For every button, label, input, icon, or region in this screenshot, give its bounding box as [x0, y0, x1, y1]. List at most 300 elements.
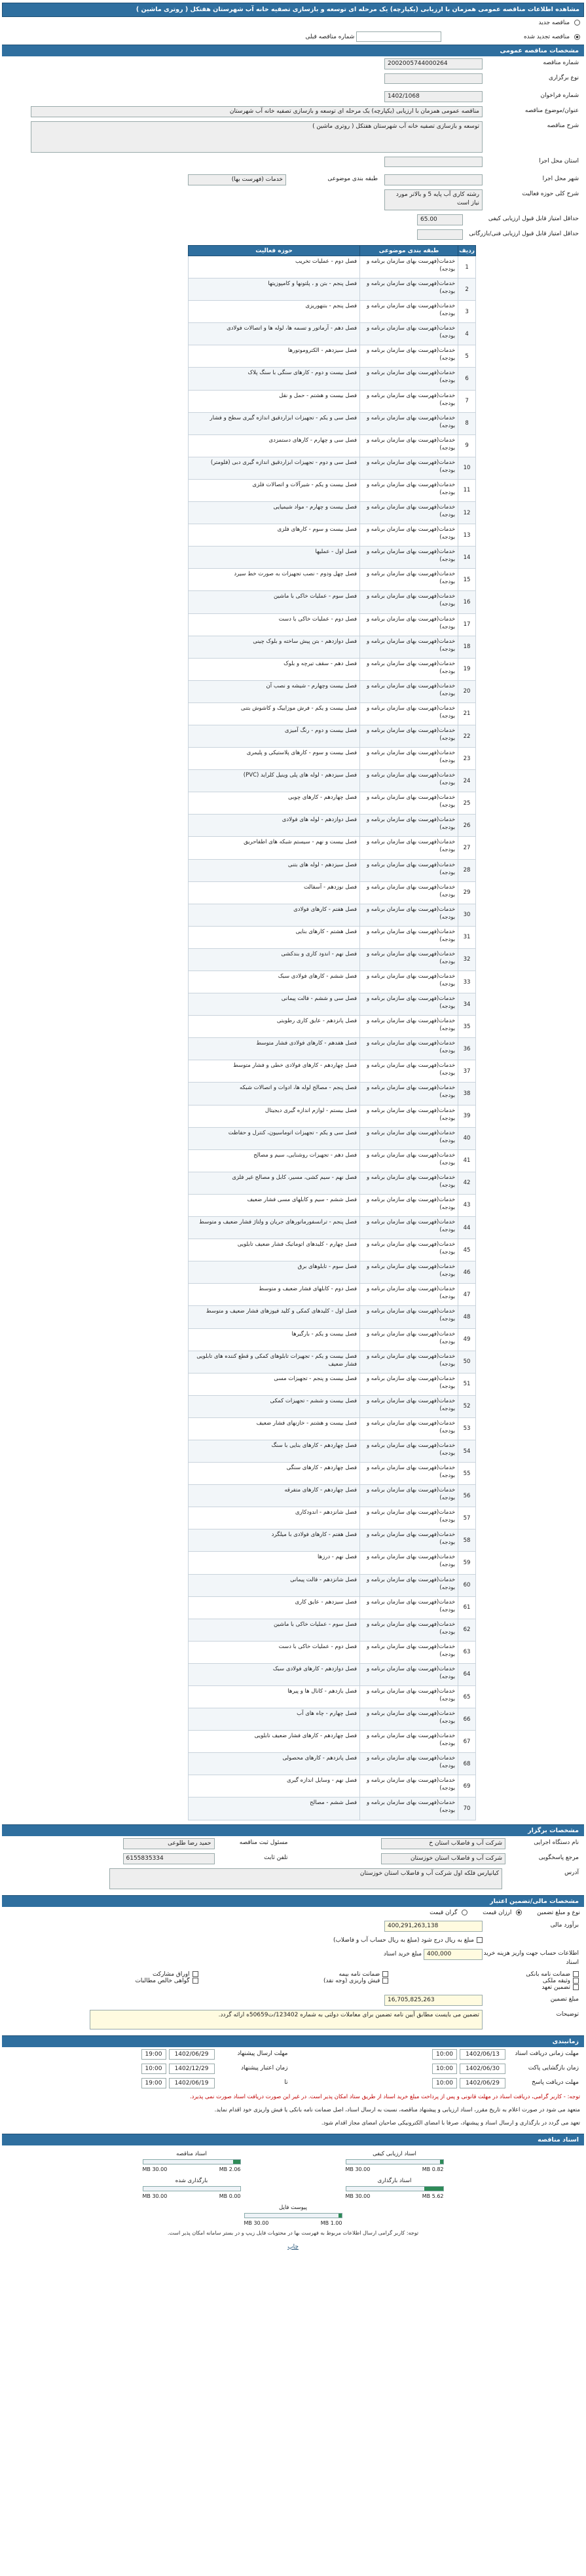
table-row [189, 1686, 476, 1708]
pub-end-date: 1402/06/19 [169, 2078, 215, 2088]
row-class: خدمات(فهرست بهای سازمان برنامه و بودجه) [360, 948, 458, 971]
attachment-progress [143, 2159, 241, 2164]
row-desc: فصل ششم - سیم و کابلهای مسی فشار ضعیف [189, 1194, 360, 1216]
chk-bonds-label: اوراق مشارکت [152, 1970, 190, 1978]
row-num: 14 [458, 547, 476, 569]
table-row [189, 479, 476, 501]
attachment-max: 30.00 MB [244, 2220, 269, 2226]
row-num: 16 [458, 591, 476, 613]
row-class: خدمات(فهرست بهای سازمان برنامه و بودجه) [360, 1797, 458, 1820]
row-desc: فصل سی و چهارم - کارهای دستمزدی [189, 434, 360, 457]
note-3: تعهد می گردد در بارگذاری و ارسال اسناد و پیشنهاد، صرفا با امضای الکترونیکی صاحبان امضای مجاز اقدام شود. [321, 2119, 580, 2126]
price-row [2, 1947, 584, 1969]
table-row [189, 279, 476, 301]
row-desc: فصل چهارم - چاه های آب [189, 1708, 360, 1731]
row-desc: فصل شانزدهم - اندودکاری [189, 1507, 360, 1529]
footnote: توجه: کاربر گرامی ارسال اطلاعات مربوط به فهرست بها در محتویات فایل زیپ و در بستر سامانه امکان پذیر است. [167, 2229, 419, 2236]
row-class: خدمات(فهرست بهای سازمان برنامه و بودجه) [360, 1417, 458, 1440]
chk-claims[interactable] [192, 1978, 198, 1984]
row-class: خدمات(فهرست بهای سازمان برنامه و بودجه) [360, 569, 458, 591]
finance-note-row [2, 1934, 584, 1947]
row-num: 39 [458, 1105, 476, 1127]
attachment-title: اسناد بارگذاری [377, 2177, 412, 2184]
row-desc: فصل سیزدهم - عایق کاری [189, 1596, 360, 1619]
table-row [189, 1395, 476, 1417]
row-class: خدمات(فهرست بهای سازمان برنامه و بودجه) [360, 636, 458, 658]
chk-property-label: وثیقه ملکی [542, 1977, 570, 1984]
subject-field: مناقصه عمومی همزمان با ارزیابی (یکپارچه) یک مرحله ای توسعه و بازسازی تصفیه خانه آب شهرستان [31, 106, 483, 117]
table-row [189, 1239, 476, 1261]
table-row [189, 1797, 476, 1820]
section-general: مشخصات مناقصه عمومی [2, 45, 584, 56]
row-class: خدمات(فهرست بهای سازمان برنامه و بودجه) [360, 1083, 458, 1105]
timing-row-2 [2, 2062, 584, 2076]
province-field [384, 157, 483, 167]
table-row [189, 1351, 476, 1373]
chk-bank[interactable] [573, 1971, 579, 1977]
row-num: 61 [458, 1596, 476, 1619]
desc-field: توسعه و بازسازی تصفیه خانه آب شهرستان هفتکل ( روتری ماشین ) [31, 121, 483, 153]
attachment-size: 2.06 MB [219, 2166, 241, 2172]
row-desc: فصل سیزدهم - لوله های پلی وینیل کلراید (PVC) [189, 770, 360, 792]
attachment-progress [143, 2186, 241, 2191]
radio-new[interactable] [574, 20, 580, 26]
row-class: خدمات(فهرست بهای سازمان برنامه و بودجه) [360, 1038, 458, 1060]
attachment-item[interactable] [143, 2151, 241, 2172]
row-num: 25 [458, 792, 476, 815]
row-class: خدمات(فهرست بهای سازمان برنامه و بودجه) [360, 748, 458, 770]
row-class: خدمات(فهرست بهای سازمان برنامه و بودجه) [360, 412, 458, 434]
row-class: خدمات(فهرست بهای سازمان برنامه و بودجه) [360, 770, 458, 792]
phone-label: تلفن ثابت [264, 1854, 288, 1861]
table-row [189, 1417, 476, 1440]
table-row [189, 1440, 476, 1462]
row-num: 12 [458, 502, 476, 524]
attachment-fill [339, 2214, 341, 2218]
row-num: 32 [458, 948, 476, 971]
row-num: 22 [458, 725, 476, 747]
section-org: مشخصات برگزار [2, 1824, 584, 1836]
table-row [189, 859, 476, 881]
table-row [189, 1060, 476, 1083]
row-desc: فصل دوازدهم - بتن پیش ساخته و بلوک چینی [189, 636, 360, 658]
row-desc: فصل نوزدهم - آسفالت [189, 881, 360, 904]
estimate-label: برآورد مالی [550, 1921, 579, 1929]
row-desc: فصل ششم - کارهای فولادی سبک [189, 971, 360, 993]
table-row [189, 1127, 476, 1149]
row-num: 53 [458, 1417, 476, 1440]
pub-label: مهلت زمانی دریافت اسناد [515, 2050, 579, 2057]
row-class: خدمات(فهرست بهای سازمان برنامه و بودجه) [360, 1261, 458, 1284]
row-desc: فصل دهم - سقف تیرچه و بلوک [189, 658, 360, 680]
ref-row [2, 89, 584, 104]
row-desc: فصل هفتم - کارهای فولادی [189, 904, 360, 926]
ref-org-label: مرجع پاسخگویی [538, 1854, 579, 1861]
activity-row [2, 187, 584, 212]
table-row [189, 1038, 476, 1060]
row-class: خدمات(فهرست بهای سازمان برنامه و بودجه) [360, 1574, 458, 1596]
row-desc: فصل ششم - مصالح [189, 1797, 360, 1820]
table-row [189, 1261, 476, 1284]
row-num: 49 [458, 1328, 476, 1351]
activity-table-body [189, 256, 476, 1820]
row-desc: فصل دهم - آرماتور و تسمه ها، لوله ها و اتصالات فولادی [189, 323, 360, 345]
chk-bonds[interactable] [192, 1971, 198, 1977]
desc-row [2, 119, 584, 155]
row-class: خدمات(فهرست بهای سازمان برنامه و بودجه) [360, 1328, 458, 1351]
table-row [189, 748, 476, 770]
row-num: 70 [458, 1797, 476, 1820]
attachment-title: بارگذاری شده [175, 2177, 208, 2184]
table-row [189, 1149, 476, 1172]
row-class: خدمات(فهرست بهای سازمان برنامه و بودجه) [360, 859, 458, 881]
row-num: 54 [458, 1440, 476, 1462]
row-class: خدمات(فهرست بهای سازمان برنامه و بودجه) [360, 1217, 458, 1239]
table-row [189, 1619, 476, 1641]
ref-org-field: شرکت آب و فاضلاب استان خوزستان [381, 1853, 505, 1864]
attachment-fill [233, 2160, 240, 2164]
row-desc: فصل چهاردهم - کارهای فولادی خطی و فشار متوسط [189, 1060, 360, 1083]
row-desc: فصل چهارم - کلیدهای اتوماتیک فشار ضعیف تابلویی [189, 1239, 360, 1261]
attachments [2, 2151, 584, 2226]
prev-tender-label: شماره مناقصه قبلی [305, 33, 355, 41]
row-num: 33 [458, 971, 476, 993]
row-desc: فصل بیست و یکم - شیرآلات و اتصالات فلزی [189, 479, 360, 501]
valid-date: 1402/12/29 [169, 2064, 215, 2074]
table-row [189, 770, 476, 792]
row-desc: فصل بیست و سوم - کارهای پلاستیکی و پلیمری [189, 748, 360, 770]
row-class: خدمات(فهرست بهای سازمان برنامه و بودجه) [360, 1105, 458, 1127]
city-label: شهر محل اجرا [542, 176, 579, 182]
table-row [189, 725, 476, 747]
contact-field: حمید رضا طلوعی [123, 1838, 215, 1849]
row-class: خدمات(فهرست بهای سازمان برنامه و بودجه) [360, 524, 458, 547]
table-row [189, 904, 476, 926]
chk-claims-label: گواهی خالص مطالبات [135, 1977, 190, 1984]
row-desc: فصل اول - عملیها [189, 547, 360, 569]
row-class: خدمات(فهرست بهای سازمان برنامه و بودجه) [360, 815, 458, 837]
row-class: خدمات(فهرست بهای سازمان برنامه و بودجه) [360, 1641, 458, 1663]
attachment-fill [424, 2187, 443, 2191]
row-num: 31 [458, 926, 476, 948]
sub-time: 19:00 [141, 2049, 166, 2060]
table-row [189, 926, 476, 948]
price-field: 400,000 [424, 1949, 483, 1960]
min-quality-label: حداقل امتیاز قابل قبول ارزیابی کیفی [488, 216, 579, 222]
table-row [189, 815, 476, 837]
row-class: خدمات(فهرست بهای سازمان برنامه و بودجه) [360, 547, 458, 569]
pub-end-label: مهلت ارسال پیشنهاد [237, 2050, 288, 2057]
guarantee-desc-label: توضیحات [556, 2010, 579, 2018]
row-class: خدمات(فهرست بهای سازمان برنامه و بودجه) [360, 702, 458, 725]
row-desc: فصل چهاردهم - کارهای بنایی با سنگ [189, 1440, 360, 1462]
table-row [189, 569, 476, 591]
table-row [189, 1641, 476, 1663]
table-row [189, 636, 476, 658]
row-desc: فصل نهم - درزها [189, 1552, 360, 1574]
guarantee-option-2[interactable] [462, 1910, 467, 1915]
table-row [189, 1373, 476, 1395]
chk-insurance[interactable] [382, 1971, 388, 1977]
org-row-1 [2, 1836, 584, 1851]
row-class: خدمات(فهرست بهای سازمان برنامه و بودجه) [360, 1507, 458, 1529]
row-num: 64 [458, 1663, 476, 1685]
attachment-size: 1.00 MB [320, 2220, 342, 2226]
row-num: 66 [458, 1708, 476, 1731]
attachment-item[interactable] [346, 2178, 444, 2199]
row-class: خدمات(فهرست بهای سازمان برنامه و بودجه) [360, 1194, 458, 1216]
row-class: خدمات(فهرست بهای سازمان برنامه و بودجه) [360, 479, 458, 501]
row-desc: فصل بیست وچهارم - شیشه و نصب آن [189, 680, 360, 702]
attachment-progress [244, 2213, 342, 2218]
row-desc: فصل بیست و یکم - فرش موزاییک و کاشوش بتنی [189, 702, 360, 725]
row-class: خدمات(فهرست بهای سازمان برنامه و بودجه) [360, 1619, 458, 1641]
attachment-item[interactable] [143, 2178, 241, 2199]
table-row [189, 301, 476, 323]
valid-time: 10:00 [141, 2064, 166, 2074]
finance-note: مبلغ به ریال درج شود (مبلغ به ریال حساب آب و فاضلاب) [333, 1936, 474, 1944]
row-num: 57 [458, 1507, 476, 1529]
table-row [189, 345, 476, 368]
table-row [189, 1552, 476, 1574]
row-desc: فصل بیست و دوم - کارهای سنگی با سنگ پلاک [189, 368, 360, 390]
row-num: 44 [458, 1217, 476, 1239]
row-class: خدمات(فهرست بهای سازمان برنامه و بودجه) [360, 1395, 458, 1417]
table-row [189, 948, 476, 971]
row-class: خدمات(فهرست بهای سازمان برنامه و بودجه) [360, 1663, 458, 1685]
row-num: 17 [458, 613, 476, 636]
contact-label: مسئول ثبت مناقصه [239, 1839, 288, 1846]
row-num: 67 [458, 1731, 476, 1753]
row-class: خدمات(فهرست بهای سازمان برنامه و بودجه) [360, 725, 458, 747]
subject-row [2, 104, 584, 119]
row-num: 59 [458, 1552, 476, 1574]
address-field: کیانپارس فلکه اول شرکت آب و فاضلاب استان خوزستان [109, 1868, 502, 1889]
table-row [189, 702, 476, 725]
row-class: خدمات(فهرست بهای سازمان برنامه و بودجه) [360, 1485, 458, 1507]
province-row [2, 155, 584, 172]
table-row [189, 613, 476, 636]
row-desc: فصل پنجم - مصالح لوله ها، ادوات و اتصالات شبکه [189, 1083, 360, 1105]
table-row [189, 1485, 476, 1507]
open-label: زمان بازگشایی پاکت [528, 2064, 579, 2071]
row-num: 10 [458, 457, 476, 479]
row-class: خدمات(فهرست بهای سازمان برنامه و بودجه) [360, 1373, 458, 1395]
row-num: 23 [458, 748, 476, 770]
row-num: 1 [458, 256, 476, 279]
row-class: خدمات(فهرست بهای سازمان برنامه و بودجه) [360, 971, 458, 993]
row-num: 20 [458, 680, 476, 702]
row-desc: فصل نهم - سیم کشی، مسیر، کابل و مصالح غیر فلزی [189, 1172, 360, 1194]
guarantee-types-row [2, 1969, 584, 1993]
row-desc: فصل بیست و یکم - بارگیرها [189, 1328, 360, 1351]
radio-modified-label: مناقصه تجدید شده [523, 33, 570, 41]
chk-cash[interactable] [382, 1978, 388, 1984]
row-num: 62 [458, 1619, 476, 1641]
attachment-title: اسناد ارزیابی کیفی [373, 2150, 416, 2157]
table-row [189, 1731, 476, 1753]
row-class: خدمات(فهرست بهای سازمان برنامه و بودجه) [360, 345, 458, 368]
table-row [189, 457, 476, 479]
guarantee-desc-field: تضمین می بایست مطابق آیین نامه تضمین برای معاملات دولتی به شماره 123402/ت50659ه ارائه گردد. [90, 2010, 483, 2029]
phone-field: 6155835334 [123, 1853, 215, 1864]
table-row [189, 368, 476, 390]
table-row [189, 837, 476, 859]
row-desc: فصل بیست و هشتم - حمل و نقل [189, 390, 360, 412]
row-class: خدمات(فهرست بهای سازمان برنامه و بودجه) [360, 658, 458, 680]
deposit-row [2, 1993, 584, 2008]
row-num: 30 [458, 904, 476, 926]
guarantee-option-1-label: ارزان قیمت [483, 1909, 512, 1916]
row-num: 2 [458, 279, 476, 301]
org-row-2 [2, 1851, 584, 1866]
table-row [189, 1217, 476, 1239]
address-row [2, 1866, 584, 1891]
price-unit-label: مبلغ خرید اسناد [383, 1950, 422, 1957]
table-row [189, 323, 476, 345]
activity-label: شرح کلی حوزه فعالیت [522, 191, 579, 197]
attachment-item[interactable] [346, 2151, 444, 2172]
guarantee-option-1[interactable] [516, 1910, 522, 1915]
chk-insurance-label: ضمانت نامه بیمه [339, 1970, 380, 1978]
radio-new-label: مناقصه جدید [538, 20, 570, 26]
row-desc: فصل دوازدهم - کارهای فولادی سبک [189, 1663, 360, 1685]
row-class: خدمات(فهرست بهای سازمان برنامه و بودجه) [360, 926, 458, 948]
row-num: 29 [458, 881, 476, 904]
row-class: خدمات(فهرست بهای سازمان برنامه و بودجه) [360, 1775, 458, 1797]
row-desc: فصل بیست و چهارم - مواد شیمیایی [189, 502, 360, 524]
exec-field: شرکت آب و فاضلاب استان خ [381, 1838, 505, 1849]
print-link[interactable]: چاپ [287, 2243, 299, 2250]
row-num: 35 [458, 1016, 476, 1038]
row-num: 56 [458, 1485, 476, 1507]
row-class: خدمات(فهرست بهای سازمان برنامه و بودجه) [360, 1552, 458, 1574]
table-row [189, 390, 476, 412]
row-num: 13 [458, 524, 476, 547]
estimate-field: 400,291,263,138 [384, 1921, 483, 1932]
row-desc: فصل چهاردهم - کارهای چوبی [189, 792, 360, 815]
min-quality-field: 65.00 [417, 214, 463, 225]
guarantee-label: نوع و مبلغ تضمین [537, 1909, 580, 1916]
row-desc: فصل نهم - اندود کاری و بندکشی [189, 948, 360, 971]
row-class: خدمات(فهرست بهای سازمان برنامه و بودجه) [360, 1284, 458, 1306]
attachment-title: پیوست فایل [279, 2204, 307, 2211]
pub-time: 10:00 [432, 2049, 457, 2060]
row-num: 11 [458, 479, 476, 501]
activity-table [188, 245, 476, 1820]
row-desc: فصل پانزدهم - کارهای محصولی [189, 1753, 360, 1775]
attachment-max: 30.00 MB [142, 2193, 168, 2199]
table-row [189, 1172, 476, 1194]
row-desc: فصل دهم - تجهیزات روشنایی، سیم و مصالح [189, 1149, 360, 1172]
attachment-max: 30.00 MB [142, 2166, 168, 2172]
chk-commitment[interactable] [573, 1984, 579, 1990]
row-class: خدمات(فهرست بهای سازمان برنامه و بودجه) [360, 1686, 458, 1708]
ref-field: 1402/1068 [384, 91, 483, 102]
row-class: خدمات(فهرست بهای سازمان برنامه و بودجه) [360, 1060, 458, 1083]
chk-bank-label: ضمانت نامه بانکی [526, 1970, 570, 1978]
chk-property[interactable] [573, 1978, 579, 1984]
row-desc: فصل دوم - کابلهای فشار ضعیف و متوسط [189, 1284, 360, 1306]
row-class: خدمات(فهرست بهای سازمان برنامه و بودجه) [360, 434, 458, 457]
attachment-fill [440, 2160, 443, 2164]
row-desc: فصل سوم - عملیات خاکی با ماشین [189, 591, 360, 613]
min-tech-label: حداقل امتیاز قابل قبول ارزیابی فنی/بازرگانی [469, 231, 579, 237]
row-class: خدمات(فهرست بهای سازمان برنامه و بودجه) [360, 1440, 458, 1462]
tender-no-row [2, 56, 584, 71]
table-row [189, 524, 476, 547]
row-num: 48 [458, 1306, 476, 1328]
chk-cash-label: فیش واریزی (وجه نقد) [323, 1977, 380, 1984]
city-field [384, 174, 483, 185]
type-label: نوع برگزاری [549, 75, 579, 81]
radio-modified[interactable] [574, 34, 580, 40]
row-num: 68 [458, 1753, 476, 1775]
row-num: 42 [458, 1172, 476, 1194]
row-num: 26 [458, 815, 476, 837]
table-row [189, 1194, 476, 1216]
section-timing: زمانبندی [2, 2035, 584, 2047]
min-tech-row [2, 227, 584, 245]
row-class: خدمات(فهرست بهای سازمان برنامه و بودجه) [360, 1529, 458, 1552]
row-class: خدمات(فهرست بهای سازمان برنامه و بودجه) [360, 1306, 458, 1328]
row-desc: فصل یازدهم - کانال ها و پیرها [189, 1686, 360, 1708]
row-desc: فصل اول - کلیدهای کمکی و کلید فیوزهای فشار ضعیف و متوسط [189, 1306, 360, 1328]
note-2: متعهد می شود در صورت اعلام به تاریخ مقرر، اسناد ارزیابی و پیشنهاد مناقصه، نسبت به ارسال اسناد، اصل ضمانت نامه بانکی یا فیش واریزی خود اقدام نماید. [214, 2106, 580, 2113]
row-desc: فصل سیزدهم - لوله های بتنی [189, 859, 360, 881]
row-desc: فصل سوم - تابلوهای برق [189, 1261, 360, 1284]
city-class-row [2, 172, 584, 187]
row-desc: فصل چهاردهم - کارهای متفرقه [189, 1485, 360, 1507]
tender-no-field: 2002005744000264 [384, 58, 483, 69]
receive-time: 10:00 [432, 2078, 457, 2088]
table-row [189, 502, 476, 524]
row-class: خدمات(فهرست بهای سازمان برنامه و بودجه) [360, 881, 458, 904]
row-num: 65 [458, 1686, 476, 1708]
row-class: خدمات(فهرست بهای سازمان برنامه و بودجه) [360, 591, 458, 613]
row-num: 27 [458, 837, 476, 859]
estimate-row [2, 1919, 584, 1934]
row-num: 37 [458, 1060, 476, 1083]
row-class: خدمات(فهرست بهای سازمان برنامه و بودجه) [360, 1463, 458, 1485]
row-desc: فصل بیست و ششم - تجهیزات کمکی [189, 1395, 360, 1417]
pub-date: 1402/06/13 [460, 2049, 505, 2060]
table-row [189, 1708, 476, 1731]
table-row [189, 591, 476, 613]
row-num: 58 [458, 1529, 476, 1552]
row-num: 15 [458, 569, 476, 591]
attachment-progress [346, 2186, 444, 2191]
table-row [189, 1083, 476, 1105]
subject-label: عنوان/موضوع مناقصه [524, 107, 579, 114]
finance-note-check[interactable] [477, 1937, 483, 1943]
row-desc: فصل پنجم - ترانسفورماتورهای جریان و ولتاژ فشار ضعیف و متوسط [189, 1217, 360, 1239]
desc-label: شرح مناقصه [547, 123, 579, 129]
table-row [189, 1574, 476, 1596]
attachment-max: 30.00 MB [345, 2166, 371, 2172]
row-class: خدمات(فهرست بهای سازمان برنامه و بودجه) [360, 680, 458, 702]
table-row [189, 881, 476, 904]
prev-tender-field[interactable] [356, 31, 441, 42]
row-class: خدمات(فهرست بهای سازمان برنامه و بودجه) [360, 279, 458, 301]
row-num: 50 [458, 1351, 476, 1373]
attachment-item[interactable] [244, 2204, 342, 2226]
row-class: خدمات(فهرست بهای سازمان برنامه و بودجه) [360, 1731, 458, 1753]
table-row [189, 1596, 476, 1619]
row-num: 63 [458, 1641, 476, 1663]
province-label: استان محل اجرا [539, 158, 579, 164]
row-num: 24 [458, 770, 476, 792]
